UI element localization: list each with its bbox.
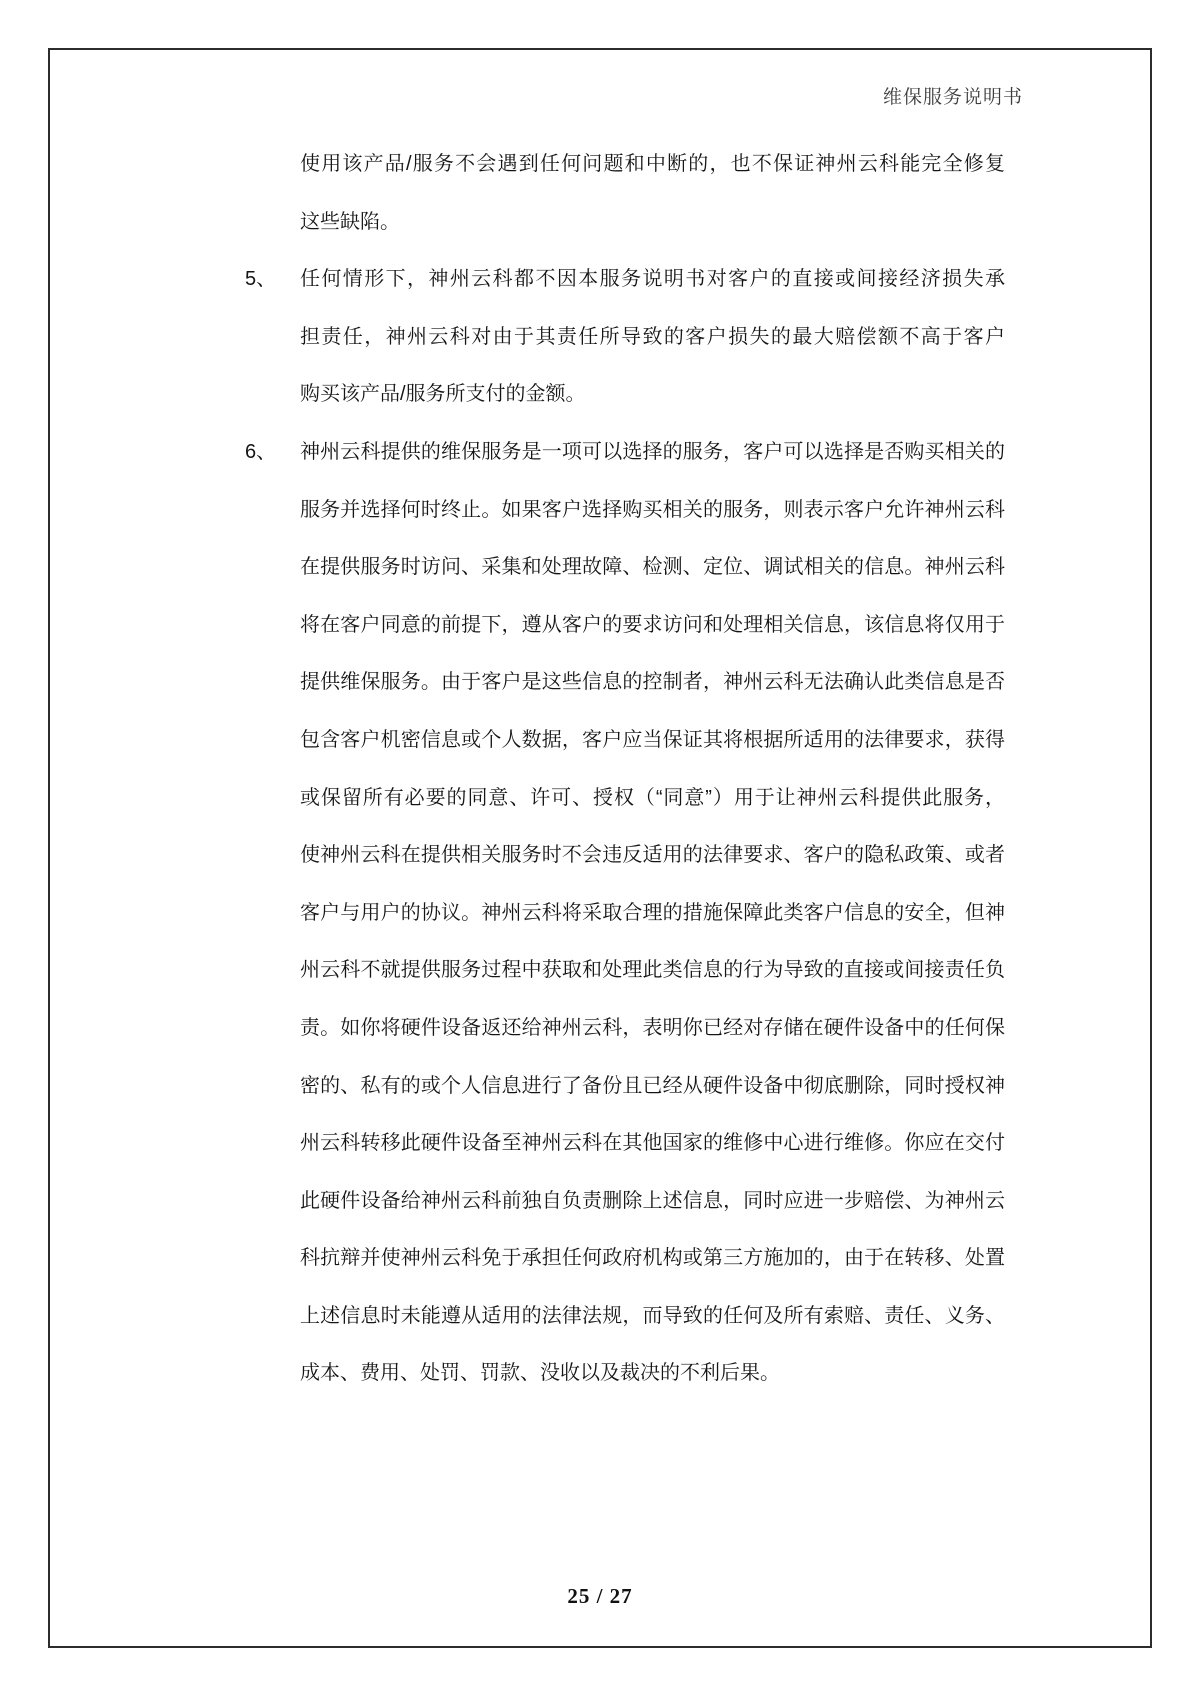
text-line: 担责任，神州云科对由于其责任所导致的客户损失的最大赔偿额不高于客户: [300, 325, 1005, 348]
text-line: 科抗辩并使神州云科免于承担任何政府机构或第三方施加的，由于在转移、处置: [300, 1247, 1005, 1270]
list-marker-5: 5、: [245, 268, 277, 291]
text-line: 使用该产品/服务不会遇到任何问题和中断的，也不保证神州云科能完全修复: [300, 153, 1005, 175]
header-title: 维保服务说明书: [882, 87, 1023, 108]
text-line: 或保留所有必要的同意、许可、授权（“同意”）用于让神州云科提供此服务，: [300, 786, 1005, 809]
text-line: 上述信息时未能遵从适用的法律法规，而导致的任何及所有索赔、责任、义务、: [300, 1304, 1005, 1327]
text-line: 州云科转移此硬件设备至神州云科在其他国家的维修中心进行维修。你应在交付: [300, 1132, 1005, 1155]
text-line: 成本、费用、处罚、罚款、没收以及裁决的不利后果。: [300, 1362, 780, 1385]
text-line: 此硬件设备给神州云科前独自负责删除上述信息，同时应进一步赔偿、为神州云: [300, 1189, 1005, 1212]
text-line: 任何情形下，神州云科都不因本服务说明书对客户的直接或间接经济损失承: [300, 268, 1005, 291]
page-number: 25 / 27: [567, 1584, 633, 1608]
paragraph-continuation: [245, 136, 1005, 251]
document-body: [245, 136, 1005, 1403]
text-line: 服务并选择何时终止。如果客户选择购买相关的服务，则表示客户允许神州云科: [300, 498, 1005, 521]
text-line: 这些缺陷。: [300, 210, 400, 233]
text-line: 提供维保服务。由于客户是这些信息的控制者，神州云科无法确认此类信息是否: [300, 671, 1005, 694]
text-line: 客户与用户的协议。神州云科将采取合理的措施保障此类客户信息的安全，但神: [300, 901, 1005, 924]
text-line: 在提供服务时访问、采集和处理故障、检测、定位、调试相关的信息。神州云科: [300, 556, 1005, 579]
text-line: 将在客户同意的前提下，遵从客户的要求访问和处理相关信息，该信息将仅用于: [300, 613, 1005, 636]
text-line: 使神州云科在提供相关服务时不会违反适用的法律要求、客户的隐私政策、或者: [300, 844, 1005, 867]
text-line: 责。如你将硬件设备返还给神州云科，表明你已经对存储在硬件设备中的任何保: [300, 1016, 1005, 1039]
text-line: 密的、私有的或个人信息进行了备份且已经从硬件设备中彻底删除，同时授权神: [300, 1074, 1005, 1097]
page-header: [883, 82, 1023, 109]
text-line: 包含客户机密信息或个人数据，客户应当保证其将根据所适用的法律要求，获得: [300, 728, 1005, 751]
page-footer: [0, 1584, 1200, 1609]
text-line: 购买该产品/服务所支付的金额。: [300, 383, 586, 406]
text-line: 州云科不就提供服务过程中获取和处理此类信息的行为导致的直接或间接责任负: [300, 959, 1005, 982]
list-item-6: [245, 424, 1005, 1403]
list-marker-6: 6、: [245, 440, 277, 463]
list-item-5: [245, 251, 1005, 424]
text-line: 神州云科提供的维保服务是一项可以选择的服务，客户可以选择是否购买相关的: [300, 440, 1005, 463]
